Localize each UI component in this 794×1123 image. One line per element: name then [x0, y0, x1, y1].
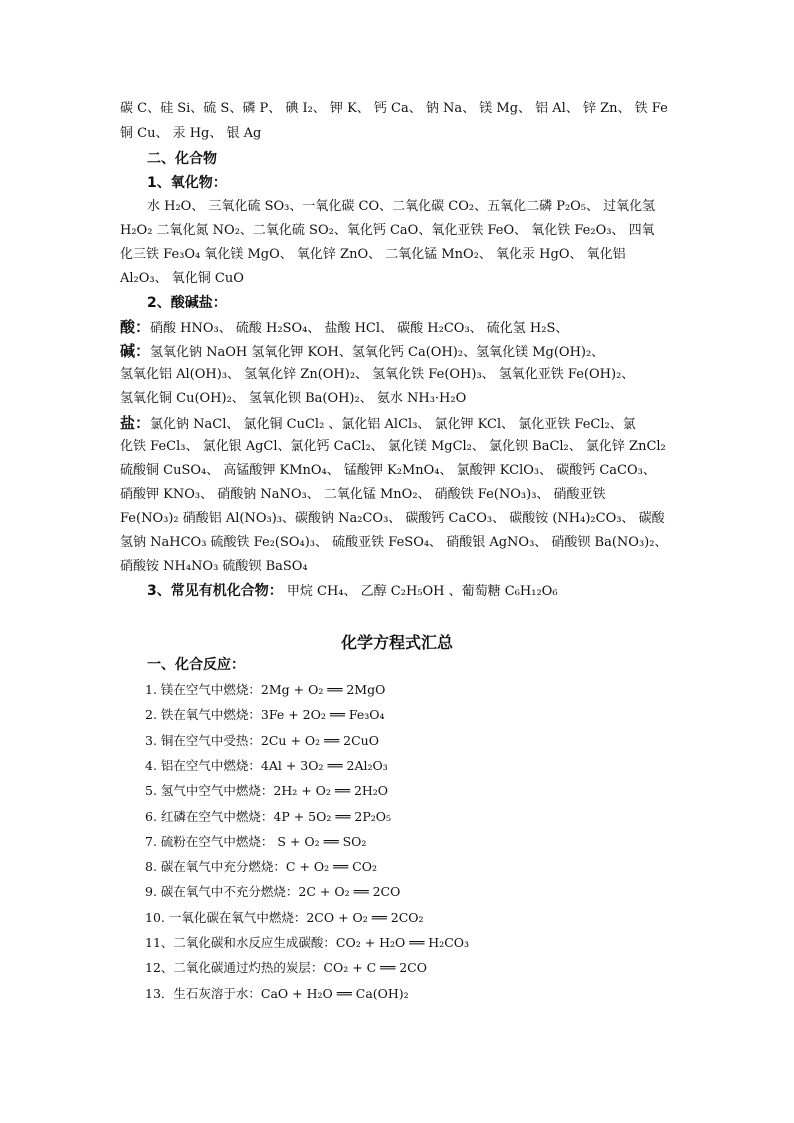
base-line: 氢氧化铝 Al(OH)₃、 氢氧化锌 Zn(OH)₂、 氢氧化铁 Fe(OH)₃、 氢氧化亚铁 Fe(OH)₂、: [120, 367, 635, 382]
equation-item: 4. 铝在空气中燃烧：4Al + 3O₂ ══ 2Al₂O₃: [145, 757, 388, 773]
salt-line: Fe(NO₃)₂ 硝酸铝 Al(NO₃)₃、碳酸钠 Na₂CO₃、 碳酸钙 CaCO₃、 碳酸铵 (NH₄)₂CO₃、 碳酸: [120, 511, 665, 526]
salt-line: 硝酸钾 KNO₃、 硝酸钠 NaNO₃、 二氧化锰 MnO₂、 硝酸铁 Fe(NO₃)₃、 硝酸亚铁: [120, 487, 606, 502]
salt-line: 硝酸铵 NH₄NO₃ 硫酸钡 BaSO₄: [120, 559, 308, 574]
base-row: [120, 342, 604, 362]
equation-item: 5. 氢气中空气中燃烧：2H₂ + O₂ ══ 2H₂O: [145, 783, 389, 799]
combination-heading: 一、化合反应：: [147, 657, 245, 673]
base-line: 氢氧化铜 Cu(OH)₂、 氢氧化钡 Ba(OH)₂、 氨水 NH₃·H₂O: [120, 391, 467, 406]
organic-heading: 3、常见有机化合物：: [147, 583, 283, 599]
oxides-line: 化三铁 Fe₃O₄ 氧化镁 MgO、 氧化锌 ZnO、 二氧化锰 MnO₂、 氧化汞 HgO、 氧化铝: [120, 247, 626, 262]
equations-title: 化学方程式汇总: [340, 633, 453, 652]
equation-item: 13．生石灰溶于水：CaO + H₂O ══ Ca(OH)₂: [145, 985, 409, 1001]
salt-label: 盐：: [120, 414, 151, 432]
equation-item: 8. 碳在氧气中充分燃烧：C + O₂ ══ CO₂: [145, 859, 377, 875]
equation-item: 3. 铜在空气中受热：2Cu + O₂ ══ 2CuO: [145, 732, 379, 748]
elements-line-2: 铜 Cu、 汞 Hg、 银 Ag: [120, 126, 262, 141]
equation-item: 6. 红磷在空气中燃烧：4P + 5O₂ ══ 2P₂O₅: [145, 808, 392, 824]
acid-row: [120, 318, 568, 338]
base-label: 碱：: [120, 342, 151, 360]
equation-item: 9. 碳在氧气中不充分燃烧：2C + O₂ ══ 2CO: [145, 884, 401, 900]
acid-text: 硝酸 HNO₃、 硫酸 H₂SO₄、 盐酸 HCl、 碳酸 H₂CO₃、 硫化氢 H₂S、: [150, 321, 569, 336]
organic-row: [147, 582, 558, 601]
acid-base-salt-heading: 2、酸碱盐：: [147, 295, 227, 311]
elements-line-1: 碳 C、硅 Si、硫 S、磷 P、 碘 I₂、 钾 K、 钙 Ca、 钠 Na、 镁 Mg、 铝 Al、 锌 Zn、 铁 Fe: [120, 101, 668, 116]
salt-line: 氢钠 NaHCO₃ 硫酸铁 Fe₂(SO₄)₃、 硫酸亚铁 FeSO₄、 硝酸银 AgNO₃、 硝酸钡 Ba(NO₃)₂、: [120, 535, 668, 550]
equation-item: 7. 硫粉在空气中燃烧： S + O₂ ══ SO₂: [145, 833, 367, 849]
compounds-heading: 二、化合物: [147, 151, 217, 167]
salt-line: 化铁 FeCl₃、 氯化银 AgCl、氯化钙 CaCl₂、 氯化镁 MgCl₂、 氯化钡 BaCl₂、 氯化锌 ZnCl₂: [120, 439, 666, 454]
salt-text: 氯化钠 NaCl、 氯化铜 CuCl₂ 、氯化铝 AlCl₃、 氯化钾 KCl、 氯化亚铁 FeCl₂、氯: [150, 417, 636, 432]
acid-label: 酸：: [120, 318, 151, 336]
oxides-heading: 1、氧化物：: [147, 175, 227, 191]
equation-item: 11、二氧化碳和水反应生成碳酸：CO₂ + H₂O ══ H₂CO₃: [145, 935, 470, 950]
equation-item: 12、二氧化碳通过灼热的炭层：CO₂ + C ══ 2CO: [145, 960, 427, 976]
oxides-line: 水 H₂O、 三氧化硫 SO₃、一氧化碳 CO、二氧化碳 CO₂、五氧化二磷 P₂O₅、 过氧化氢: [147, 199, 656, 214]
salt-line: 硫酸铜 CuSO₄、 高锰酸钾 KMnO₄、 锰酸钾 K₂MnO₄、 氯酸钾 KClO₃、 碳酸钙 CaCO₃、: [120, 463, 656, 478]
base-text: 氢氧化钠 NaOH 氢氧化钾 KOH、氢氧化钙 Ca(OH)₂、氢氧化镁 Mg(OH)₂、: [150, 345, 605, 360]
equation-item: 10. 一氧化碳在氧气中燃烧：2CO + O₂ ══ 2CO₂: [145, 909, 424, 925]
salt-row: [120, 414, 636, 434]
oxides-line: Al₂O₃、 氧化铜 CuO: [120, 271, 244, 286]
equation-item: 1. 镁在空气中燃烧：2Mg + O₂ ══ 2MgO: [145, 682, 386, 697]
oxides-line: H₂O₂ 二氧化氮 NO₂、二氧化硫 SO₂、氧化钙 CaO、氧化亚铁 FeO、 氧化铁 Fe₂O₃、 四氧: [120, 223, 655, 238]
equation-item: 2. 铁在氧气中燃烧：3Fe + 2O₂ ══ Fe₃O₄: [145, 707, 385, 723]
organic-text: 甲烷 CH₄、 乙醇 C₂H₅OH 、葡萄糖 C₆H₁₂O₆: [286, 584, 558, 599]
